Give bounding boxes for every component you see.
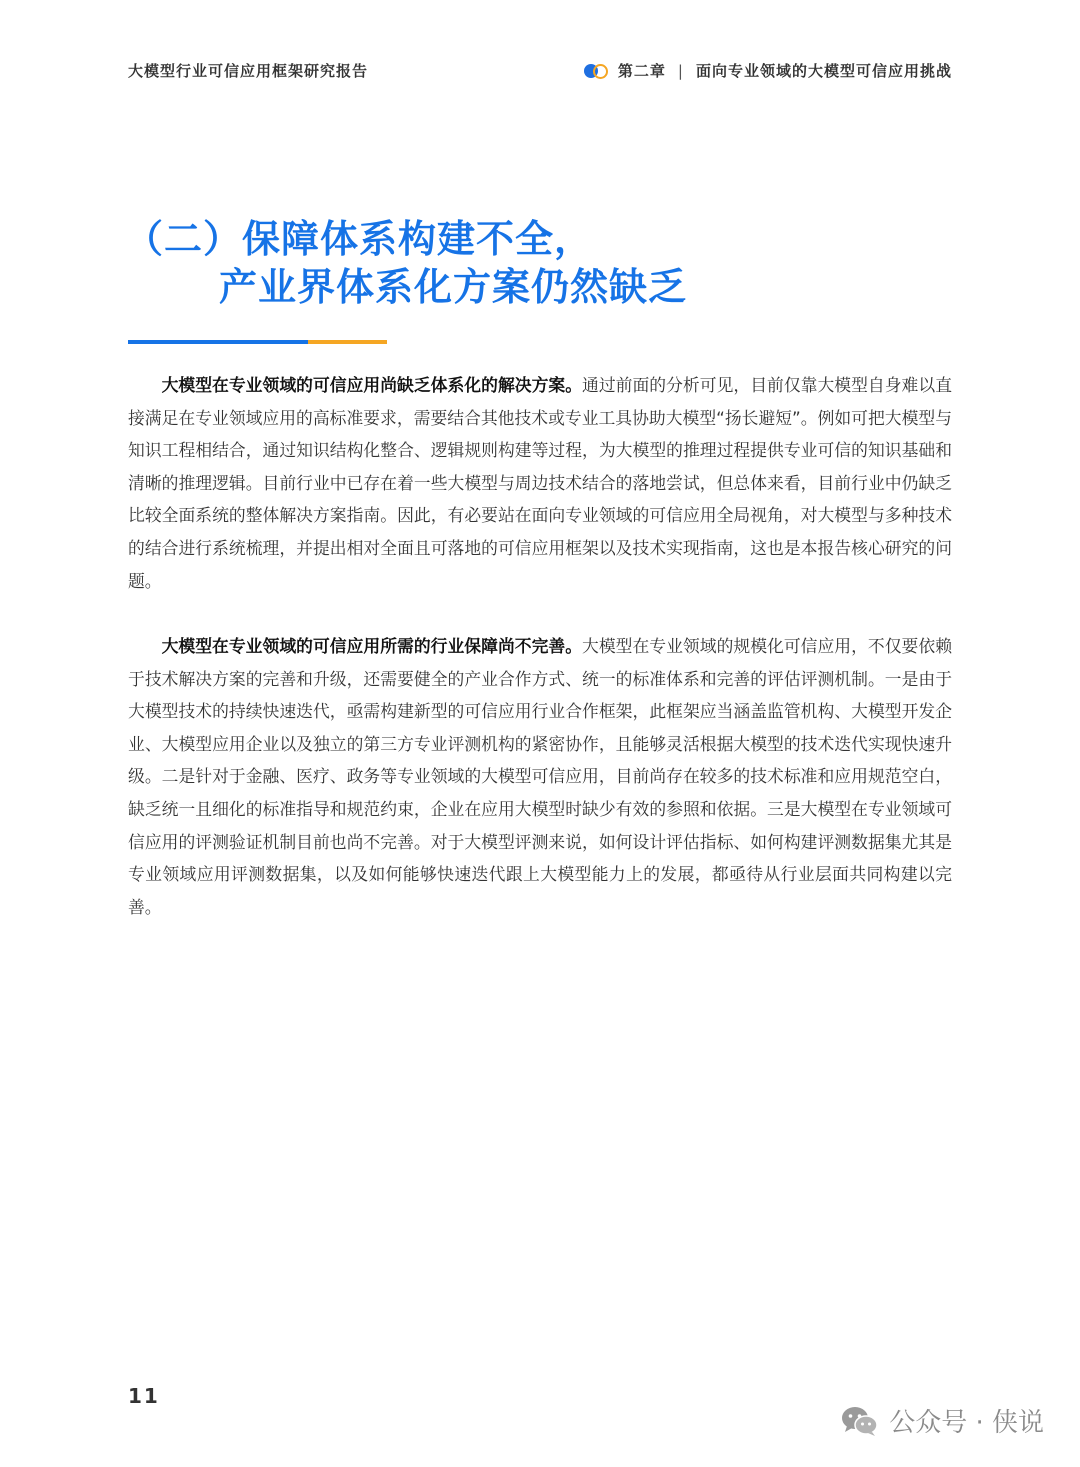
paragraph-text: 大模型在专业领域的规模化可信应用，不仅要依赖于技术解决方案的完善和升级，还需要健全的产业合作方式、统一的标准体系和完善的评估评测机制。一是由于大模型技术的持续快速迭代，亟需构建新型的可信应用行业合作框架，此框架应当涵盖监管机构、大模型开发企业、大模型应用企业以及独立的第三方专业评测机构的紧密协作，且能够灵活根据大模型的技术迭代实现快速升级。二是针对于金融、医疗、政务等专业领域的大模型可信应用，目前尚存在较多的技术标准和应用规范空白，缺乏统一且细化的标准指导和规范约束，企业在应用大模型时缺少有效的参照和依据。三是大模型在专业领域可信应用的评测验证机制目前也尚不完善。对于大模型评测来说，如何设计评估指标、如何构建评测数据集尤其是专业领域应用评测数据集，以及如何能够快速迭代跟上大模型能力上的发展，都亟待从行业层面共同构建以完善。 bbox=[128, 636, 952, 917]
section-heading bbox=[125, 215, 925, 311]
chapter-separator: | bbox=[677, 61, 684, 80]
wechat-icon bbox=[841, 1405, 879, 1437]
report-title: 大模型行业可信应用框架研究报告 bbox=[128, 62, 369, 80]
page-header bbox=[128, 60, 952, 84]
chapter-logo-icon bbox=[584, 63, 610, 79]
page-number: 11 bbox=[128, 1384, 160, 1408]
paragraph-lead: 大模型在专业领域的可信应用所需的行业保障尚不完善。 bbox=[161, 636, 583, 656]
watermark bbox=[841, 1402, 1044, 1439]
chapter-title: 面向专业领域的大模型可信应用挑战 bbox=[695, 62, 952, 80]
underline-orange-segment bbox=[308, 340, 387, 344]
paragraph-lead: 大模型在专业领域的可信应用尚缺乏体系化的解决方案。 bbox=[161, 375, 583, 395]
section-heading-line1: （二）保障体系构建不全， bbox=[125, 217, 594, 261]
paragraph-text: 通过前面的分析可见，目前仅靠大模型自身难以直接满足在专业领域应用的高标准要求，需要结合其他技术或专业工具协助大模型“扬长避短”。例如可把大模型与知识工程相结合，通过知识结构化整合、逻辑规则构建等过程，为大模型的推理过程提供专业可信的知识基础和清晰的推理逻辑。目前行业中已存在着一些大模型与周边技术结合的落地尝试，但总体来看，目前行业中仍缺乏比较全面系统的整体解决方案指南。因此，有必要站在面向专业领域的可信应用全局视角，对大模型与多种技术的结合进行系统梳理，并提出相对全面且可落地的可信应用框架以及技术实现指南，这也是本报告核心研究的问题。 bbox=[128, 375, 952, 591]
section-heading-line2: 产业界体系化方案仍然缺乏 bbox=[219, 265, 688, 309]
chapter-label: 第二章 bbox=[617, 62, 666, 80]
body-paragraph bbox=[128, 630, 952, 923]
heading-underline bbox=[128, 340, 387, 344]
watermark-text: 公众号 · 侠说 bbox=[889, 1408, 1044, 1438]
body-paragraph bbox=[128, 369, 952, 597]
chapter-info bbox=[584, 60, 952, 81]
underline-blue-segment bbox=[128, 340, 308, 344]
